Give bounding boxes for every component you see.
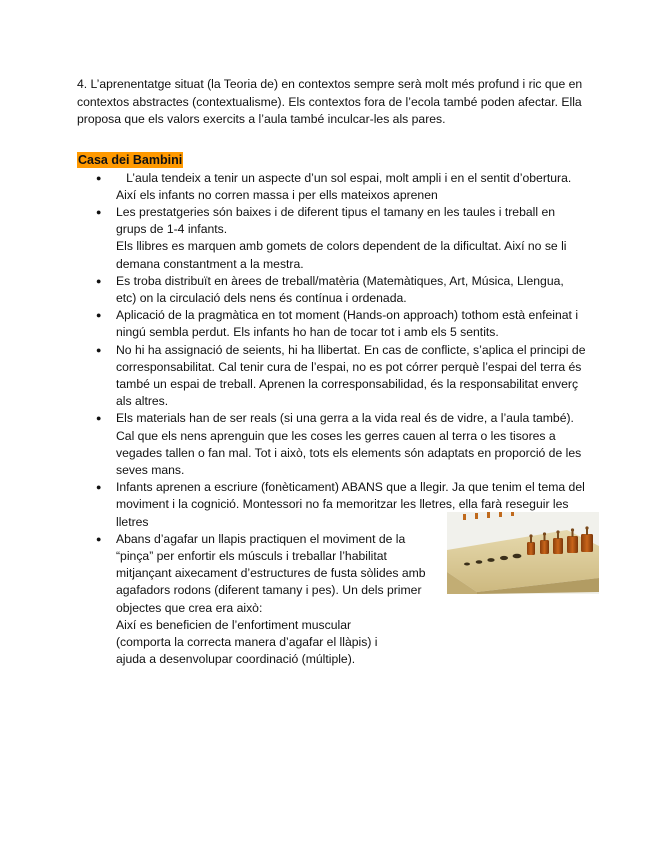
bullet-icon: ● bbox=[96, 275, 102, 286]
list-item-text: L’aula tendeix a tenir un aspecte d’un sol espai, molt ampli i en el sentit d’obertura. Així els infants no corren massa i per ells mateixos aprenen bbox=[116, 170, 575, 202]
list-item-text: Abans d’agafar un llapis practiquen el moviment de la “pinça” per enfortir els músculs i treballar l’habilitat mitjançant aixecament d’estructures de fusta sòlides amb agafadors rodons (diferent tamany i pes). Un dels primer objectes que crea era això: bbox=[116, 531, 426, 615]
bullet-icon: ● bbox=[96, 172, 102, 183]
list-item-text: Aplicació de la pragmàtica en tot moment (Hands-on approach) tothom està enfeinat i ningú sembla perdut. Els infants ho han de tocar tot i amb els 5 sentits. bbox=[116, 308, 579, 340]
section-heading: Casa dei Bambini bbox=[78, 152, 183, 167]
bullet-icon: ● bbox=[96, 206, 102, 217]
wooden-block-icon bbox=[447, 512, 599, 594]
list-item-text: Es troba distribuït en àrees de treball/matèria (Matemàtiques, Art, Música, Llengua, etc) on la circulació dels nens és contínua i ordenada. bbox=[116, 273, 564, 305]
list-item-text: Els llibres es marquen amb gomets de colors dependent de la dificultat. Així no se li demana constantment a la mestra. bbox=[116, 239, 567, 271]
bullet-icon: ● bbox=[96, 482, 102, 493]
list-item-text: Les prestatgeries són baixes i de diferent tipus el tamany en les taules i treball en grups de 1-4 infants. bbox=[116, 204, 555, 237]
list-item bbox=[77, 410, 587, 479]
bullet-icon: ● bbox=[96, 344, 102, 355]
knobbed-cylinders-image bbox=[447, 512, 599, 594]
list-item bbox=[77, 342, 587, 411]
list-item-text: Infants aprenen a escriure (fonèticament) ABANS que a llegir. Ja que tenim el tema del moviment i la cognició. Montessori no fa memoritzar les lletres, ella farà reseguir les lletres bbox=[116, 480, 585, 529]
bullet-icon: ● bbox=[96, 413, 102, 424]
list-item bbox=[77, 204, 587, 273]
list-item bbox=[77, 307, 587, 341]
list-item-text: No hi ha assignació de seients, hi ha llibertat. En cas de conflicte, s’aplica el principi de corresponsabilitat. Cal tenir cura de l’espai, no es pot córrer perquè l’espai del terra és també un espai de treball. Aprenen la corresponsabilidad, és la responsabilitat enverç als altres. bbox=[116, 342, 586, 409]
bullet-icon: ● bbox=[96, 533, 102, 544]
list-item-text: Així es beneficien de l’enfortiment muscular (comporta la correcta manera d’agafar el llàpis) i ajuda a desenvolupar coordinació (múltiple). bbox=[116, 617, 378, 667]
list-item bbox=[77, 170, 587, 204]
list-item bbox=[77, 273, 587, 307]
list-item-text: Els materials han de ser reals (si una gerra a la vida real és de vidre, a l’aula també). Cal que els nens aprenguin que les coses les gerres cauen al terra o les tisores a vegades tallen o fan mal. Tot i això, tots els elements són adaptats en proporció de les seves mans. bbox=[116, 411, 582, 477]
intro-paragraph: 4. L’aprenentatge situat (la Teoria de) en contextos sempre serà molt més profund i ric que en contextos abstractes (contextualisme). Els contextos fora de l’ecola també poden afectar. Ella proposa que els valors exercits a l’aula també inculcar-les als pares. bbox=[77, 77, 583, 126]
bullet-icon: ● bbox=[96, 310, 102, 321]
